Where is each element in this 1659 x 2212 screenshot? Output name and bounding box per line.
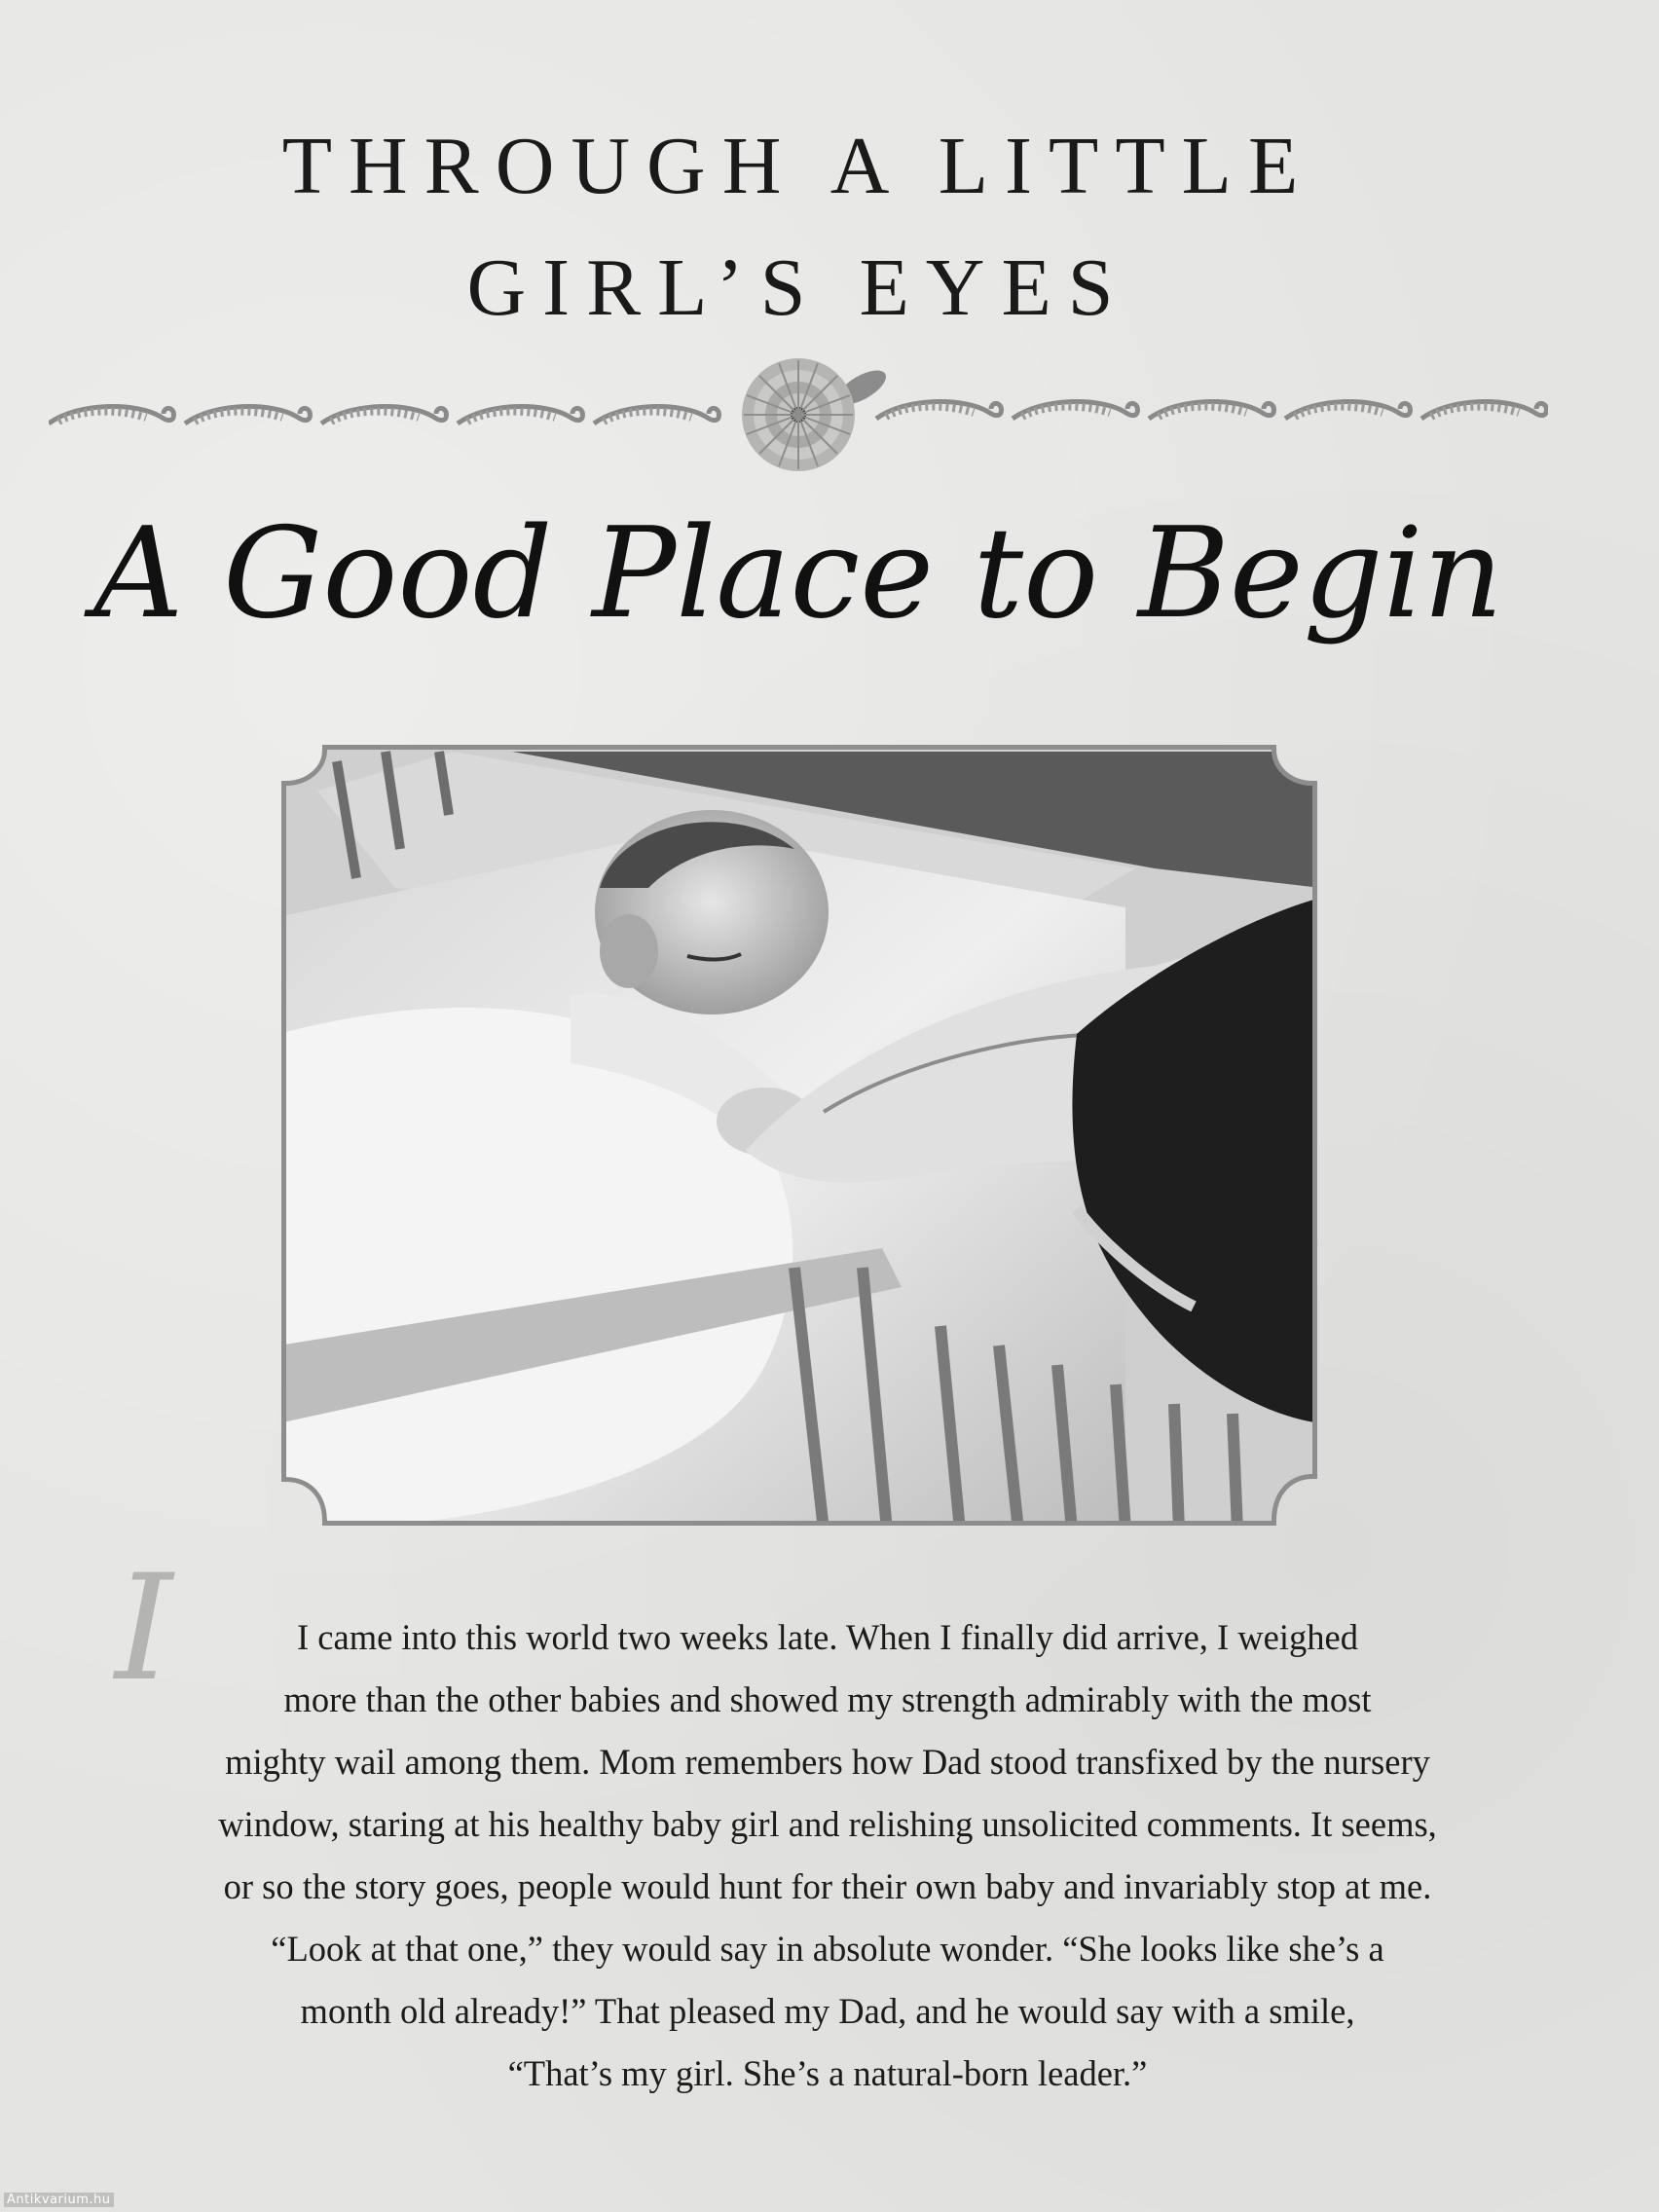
chapter-title: A Good Place to Begin <box>93 501 1503 646</box>
story-line: or so the story goes, people would hunt for their own baby and invariably stop at me. <box>223 1866 1432 1906</box>
scroll-flourish-right <box>876 402 1546 419</box>
chapter-heading-line-1: THROUGH A LITTLE <box>281 121 1315 211</box>
story-line: “Look at that one,” they would say in absolute wonder. “She looks like she’s a <box>271 1929 1384 1969</box>
story-line: month old already!” That pleased my Dad, and he would say with a smile, <box>300 1991 1355 2031</box>
story-line: window, staring at his healthy baby girl and relishing unsolicited comments. It seems, <box>218 1804 1437 1844</box>
flower-icon <box>742 358 891 471</box>
story-line: mighty wail among them. Mom remembers how Dad stood transfixed by the nursery <box>225 1742 1430 1782</box>
chapter-heading-line-2: GIRL’S EYES <box>466 242 1130 333</box>
watermark: Antikvarium.hu <box>4 2193 114 2207</box>
story-line: “That’s my girl. She’s a natural-born leader.” <box>507 2053 1148 2093</box>
story-line: I came into this world two weeks late. When I finally did arrive, I weighed <box>297 1617 1358 1657</box>
flower-ornament-divider <box>49 358 1548 485</box>
story-line: more than the other babies and showed my strength admirably with the most <box>283 1679 1372 1719</box>
story-paragraph <box>97 1606 1558 2105</box>
baby-photo <box>278 742 1320 1530</box>
scroll-flourish-left <box>49 407 719 424</box>
decorative-initial: I <box>115 1544 173 1714</box>
